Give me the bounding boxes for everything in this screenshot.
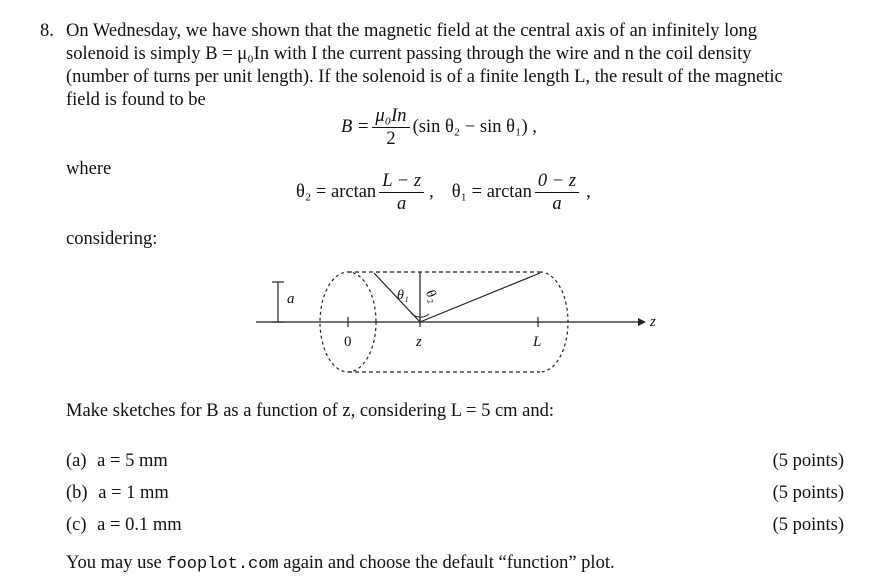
intro-line-1: On Wednesday, we have shown that the magnetic field at the central axis of an infinitely long <box>66 21 758 41</box>
part-a-label: (a) <box>66 450 87 471</box>
label-z-axis: z <box>650 314 656 330</box>
footer-suffix: again and choose the default “function” plot. <box>283 553 615 573</box>
label-theta1: θ₁ <box>397 288 409 303</box>
equation-b <box>341 106 537 149</box>
considering-label: considering: <box>66 229 158 249</box>
equation-b-rhs: (sin θ₂ − sin θ₁) , <box>412 117 537 137</box>
label-z-point: z <box>416 334 422 350</box>
z-axis-arrowhead <box>638 318 646 326</box>
theta1-denominator: a <box>552 194 562 214</box>
part-b-label: (b) <box>66 482 88 503</box>
equation-b-numerator: μ₀In <box>372 106 409 128</box>
theta-separator: , <box>429 182 434 202</box>
label-zero: 0 <box>344 334 352 350</box>
part-c <box>66 509 844 541</box>
label-theta2: θ₂ <box>422 287 441 305</box>
part-b-points: (5 points) <box>772 482 844 503</box>
theta2-numerator: L − z <box>379 171 424 193</box>
equation-b-denominator: 2 <box>386 129 396 149</box>
equation-theta <box>296 171 591 214</box>
theta1-lhs: θ₁ = arctan <box>451 182 532 202</box>
theta1-numerator: 0 − z <box>535 171 579 193</box>
sketch-prompt: Make sketches for B as a function of z, considering L = 5 cm and: <box>66 401 555 421</box>
part-c-label: (c) <box>66 514 87 535</box>
equation-b-lhs: B = <box>341 117 370 137</box>
theta-trailing: , <box>586 182 591 202</box>
footer-prefix: You may use <box>66 553 162 573</box>
footer-tool-link[interactable]: fooplot.com <box>166 555 279 574</box>
part-c-points: (5 points) <box>772 514 844 535</box>
theta2-denominator: a <box>397 194 407 214</box>
part-a <box>66 445 844 477</box>
parts-list <box>66 445 844 541</box>
intro-line-3: (number of turns per unit length). If the solenoid is of a finite length L, the result of the magnetic <box>66 67 783 87</box>
part-a-points: (5 points) <box>772 450 844 471</box>
part-b-text <box>66 482 169 505</box>
theta1-fraction <box>535 171 579 214</box>
part-b <box>66 477 844 509</box>
part-a-value: a = 5 mm <box>97 450 168 471</box>
equation-b-fraction <box>372 106 409 149</box>
footer-note <box>66 552 615 576</box>
intro-line-2: solenoid is simply B = μ₀In with I the current passing through the wire and n the coil density <box>66 44 752 64</box>
problem-number: 8. <box>40 21 54 41</box>
where-label: where <box>66 159 112 179</box>
problem-intro <box>66 20 856 112</box>
intro-line-4: field is found to be <box>66 90 206 110</box>
part-c-value: a = 0.1 mm <box>97 514 182 535</box>
part-b-value: a = 1 mm <box>98 482 169 503</box>
part-c-text <box>66 514 182 537</box>
theta2-fraction <box>379 171 424 214</box>
solenoid-diagram <box>250 266 670 388</box>
part-a-text <box>66 450 168 473</box>
label-a: a <box>287 291 295 307</box>
theta2-lhs: θ₂ = arctan <box>296 182 377 202</box>
label-L: L <box>533 334 542 350</box>
